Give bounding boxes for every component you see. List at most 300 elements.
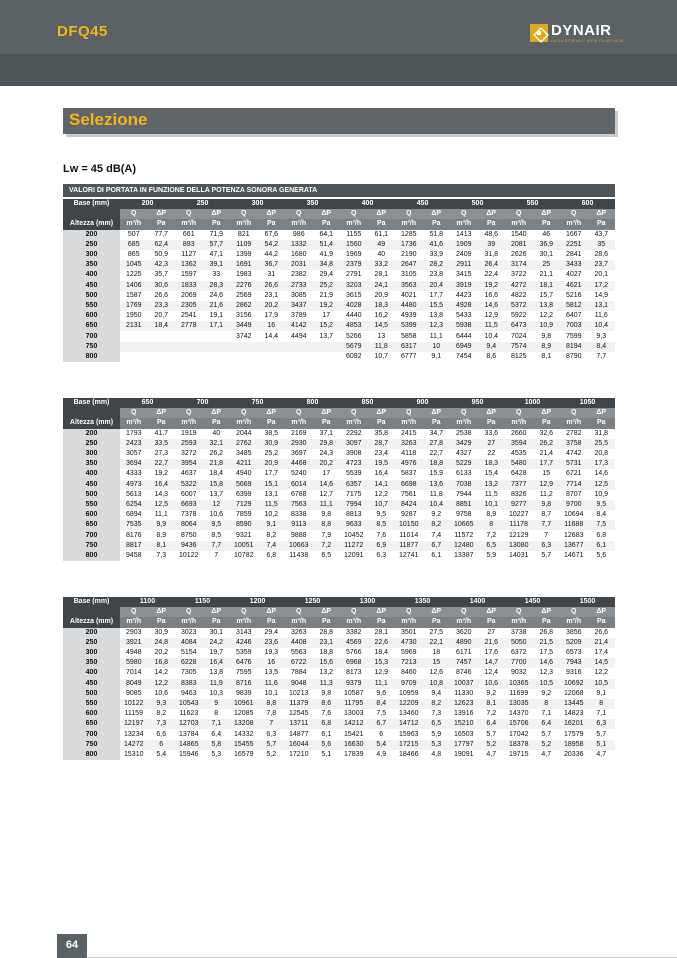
table-cell: 36,7: [258, 260, 286, 270]
header-band: [0, 54, 677, 86]
table-cell: 2782: [560, 429, 588, 439]
table-row: [63, 719, 615, 729]
altezza-value: 450: [63, 679, 120, 689]
table-cell: 4423: [450, 291, 478, 301]
table-cell: 25,2: [313, 281, 341, 291]
pressure-unit: Pa: [258, 418, 286, 428]
table-cell: 3174: [505, 260, 533, 270]
table-cell: 9316: [560, 668, 588, 678]
flow-unit: m³/h: [120, 418, 148, 428]
table-cell: 30,1: [203, 628, 231, 638]
table-cell: 7129: [230, 500, 258, 510]
flow-header: Q: [120, 209, 148, 219]
table-cell: 14370: [505, 709, 533, 719]
table-cell: 31,8: [478, 250, 506, 260]
table-cell: 5980: [120, 658, 148, 668]
table-cell: 5154: [175, 648, 203, 658]
table-cell: 36,9: [533, 240, 561, 250]
table-cell: 7,2: [313, 541, 341, 551]
table-cell: 1285: [395, 230, 423, 240]
table-cell: 40: [368, 250, 396, 260]
table-cell: 9379: [340, 679, 368, 689]
table-cell: 4569: [340, 638, 368, 648]
table-cell: 6,3: [588, 719, 616, 729]
table-row: [63, 230, 615, 240]
table-cell: [120, 331, 148, 341]
table-cell: 24,3: [313, 449, 341, 459]
pressure-header: ΔP: [148, 209, 176, 219]
table-cell: 12,2: [533, 311, 561, 321]
table-cell: 61,1: [368, 230, 396, 240]
table-cell: 6444: [450, 331, 478, 341]
table-cell: 4,7: [588, 750, 616, 760]
altezza-value: 750: [63, 541, 120, 551]
table-cell: 11877: [395, 541, 423, 551]
table-cell: [230, 352, 258, 362]
table-cell: 4535: [505, 449, 533, 459]
table-cell: 32,1: [203, 439, 231, 449]
table-cell: 8: [478, 520, 506, 530]
table-cell: 35,8: [368, 429, 396, 439]
table-cell: [203, 352, 231, 362]
table-cell: 12,7: [313, 490, 341, 500]
table-cell: 29,4: [313, 270, 341, 280]
table-cell: 9113: [285, 520, 313, 530]
table-cell: 4440: [340, 311, 368, 321]
table-cell: 6,8: [588, 530, 616, 540]
pressure-header: ΔP: [258, 408, 286, 418]
table-cell: 21,1: [533, 270, 561, 280]
table-cell: 9,1: [258, 520, 286, 530]
table-cell: 10: [423, 342, 451, 352]
table-cell: 2541: [175, 311, 203, 321]
altezza-value: 200: [63, 230, 120, 240]
table-cell: 7,9: [313, 530, 341, 540]
table-cell: 11572: [450, 530, 478, 540]
table-cell: 23,1: [258, 291, 286, 301]
table-cell: 15455: [230, 740, 258, 750]
table-cell: 5,1: [588, 740, 616, 750]
pressure-header: ΔP: [258, 209, 286, 219]
table-cell: 2791: [340, 270, 368, 280]
table-cell: 5,7: [533, 551, 561, 561]
table-cell: 28,2: [423, 260, 451, 270]
table-cell: 13,7: [313, 331, 341, 341]
table-cell: 4822: [505, 291, 533, 301]
pressure-header: ΔP: [478, 607, 506, 617]
table-row: [63, 679, 615, 689]
table-cell: 6,3: [533, 541, 561, 551]
table-row: [63, 459, 615, 469]
table-row: [63, 750, 615, 760]
table-cell: 30,1: [533, 250, 561, 260]
altezza-label: Altezza (mm): [63, 418, 120, 428]
table-cell: 5,9: [423, 729, 451, 739]
flow-unit: m³/h: [395, 219, 423, 229]
table-cell: 12209: [395, 699, 423, 709]
table-cell: 4940: [230, 469, 258, 479]
table-cell: 14,3: [148, 490, 176, 500]
table-cell: 17,4: [588, 648, 616, 658]
table-cell: 17215: [395, 740, 423, 750]
table-cell: 8176: [120, 530, 148, 540]
table-cell: 50,9: [148, 250, 176, 260]
table-cell: 8590: [230, 520, 258, 530]
table-cell: 9277: [505, 500, 533, 510]
table-cell: 10663: [285, 541, 313, 551]
table-cell: 19,7: [203, 648, 231, 658]
table-cell: 3449: [230, 321, 258, 331]
altezza-value: 500: [63, 689, 120, 699]
table-cell: 26,2: [203, 449, 231, 459]
table-cell: 5,9: [478, 551, 506, 561]
table-cell: 6014: [285, 480, 313, 490]
table-cell: 21,4: [588, 638, 616, 648]
table-cell: 8,4: [588, 342, 616, 352]
base-value: 1050: [560, 398, 615, 408]
table-cell: 8125: [505, 352, 533, 362]
table-cell: 13080: [505, 541, 533, 551]
table-cell: 18,4: [203, 469, 231, 479]
table-cell: 9463: [175, 689, 203, 699]
table-cell: 22,7: [423, 449, 451, 459]
base-value: 450: [395, 199, 450, 209]
table-cell: 9048: [285, 679, 313, 689]
flow-header: Q: [560, 607, 588, 617]
table-cell: 37,1: [313, 429, 341, 439]
table-cell: 6,9: [368, 541, 396, 551]
base-value: 1400: [450, 597, 505, 607]
table-cell: 6171: [450, 648, 478, 658]
altezza-value: 450: [63, 480, 120, 490]
table-cell: 10587: [340, 689, 368, 699]
table-row: [63, 311, 615, 321]
table-cell: 8,5: [368, 520, 396, 530]
table-cell: 11,9: [203, 679, 231, 689]
table-cell: 10,3: [203, 689, 231, 699]
table-cell: 17,5: [533, 648, 561, 658]
table-cell: 8790: [560, 352, 588, 362]
table-cell: [285, 342, 313, 352]
table-cell: 8173: [340, 668, 368, 678]
table-cell: 9,8: [533, 500, 561, 510]
table-cell: 1406: [120, 281, 148, 291]
pressure-unit: Pa: [478, 418, 506, 428]
table-cell: 17: [313, 469, 341, 479]
table-cell: 7859: [230, 510, 258, 520]
table-cell: [175, 342, 203, 352]
header-row-quantity: [63, 408, 615, 418]
table-cell: 33,5: [148, 439, 176, 449]
base-value: 750: [230, 398, 285, 408]
table-cell: 3501: [395, 628, 423, 638]
table-cell: 6,7: [423, 541, 451, 551]
table-cell: 10,4: [478, 331, 506, 341]
table-cell: 6,1: [313, 729, 341, 739]
flow-unit: m³/h: [285, 219, 313, 229]
base-value: 550: [505, 199, 560, 209]
pressure-unit: Pa: [203, 617, 231, 627]
table-cell: 2647: [395, 260, 423, 270]
table-cell: 7003: [560, 321, 588, 331]
table-cell: 3415: [450, 270, 478, 280]
table-row: [63, 648, 615, 658]
table-cell: 13,2: [478, 480, 506, 490]
table-cell: 9,5: [203, 520, 231, 530]
table-cell: 17,3: [588, 459, 616, 469]
table-cell: 18: [423, 648, 451, 658]
table-cell: [175, 331, 203, 341]
flow-header: Q: [175, 408, 203, 418]
header-row-units: [63, 617, 615, 627]
table-cell: 3908: [340, 449, 368, 459]
table-cell: 12,2: [588, 668, 616, 678]
table-cell: 10,7: [368, 352, 396, 362]
table-cell: 15,9: [423, 469, 451, 479]
table-row: [63, 530, 615, 540]
table-cell: 1769: [120, 301, 148, 311]
pressure-unit: Pa: [258, 219, 286, 229]
flow-header: Q: [340, 209, 368, 219]
flow-unit: m³/h: [340, 418, 368, 428]
table-cell: 8,2: [258, 530, 286, 540]
table-cell: 51,8: [423, 230, 451, 240]
table-cell: 9,8: [313, 510, 341, 520]
table-cell: 5922: [505, 311, 533, 321]
table-cell: 5,7: [478, 729, 506, 739]
pressure-header: ΔP: [588, 209, 616, 219]
table-cell: 21,6: [478, 638, 506, 648]
table-cell: 3263: [395, 439, 423, 449]
altezza-value: 550: [63, 500, 120, 510]
table-cell: 8064: [175, 520, 203, 530]
table-cell: 6,5: [313, 551, 341, 561]
table-row: [63, 668, 615, 678]
table-cell: 44,2: [258, 250, 286, 260]
table-row: [63, 449, 615, 459]
table-cell: 31,8: [588, 429, 616, 439]
flow-unit: m³/h: [450, 418, 478, 428]
table-cell: 7454: [450, 352, 478, 362]
table-cell: 5938: [450, 321, 478, 331]
table-cell: 7,1: [533, 709, 561, 719]
table-cell: 12,3: [423, 321, 451, 331]
table-cell: 5,8: [203, 740, 231, 750]
table-cell: 5,6: [588, 551, 616, 561]
table-cell: 21,9: [313, 291, 341, 301]
table-cell: 7014: [120, 668, 148, 678]
table-cell: 2382: [285, 270, 313, 280]
table-cell: 14877: [285, 729, 313, 739]
base-value: 1200: [230, 597, 285, 607]
table-cell: 4468: [285, 459, 313, 469]
table-cell: 17797: [450, 740, 478, 750]
table-row: [63, 638, 615, 648]
table-cell: 49: [368, 240, 396, 250]
table-cell: 13445: [560, 699, 588, 709]
table-cell: 15,7: [533, 291, 561, 301]
table-cell: 1225: [120, 270, 148, 280]
table-cell: 821: [230, 230, 258, 240]
table-cell: 26,6: [148, 291, 176, 301]
table-cell: 4246: [230, 638, 258, 648]
table-cell: 16: [258, 658, 286, 668]
table-cell: 2169: [285, 429, 313, 439]
table-cell: 42,3: [148, 260, 176, 270]
table-cell: 2903: [120, 628, 148, 638]
table-cell: 4928: [450, 301, 478, 311]
table-cell: 5372: [505, 301, 533, 311]
pressure-header: ΔP: [203, 408, 231, 418]
table-cell: 20,9: [368, 291, 396, 301]
table-cell: 13,7: [203, 490, 231, 500]
table-cell: [120, 352, 148, 362]
table-cell: 5969: [395, 648, 423, 658]
table-cell: 7,6: [368, 530, 396, 540]
table-cell: 7038: [450, 480, 478, 490]
pressure-header: ΔP: [533, 607, 561, 617]
table-cell: 5858: [395, 331, 423, 341]
table-cell: 12085: [230, 709, 258, 719]
table-cell: 5679: [340, 342, 368, 352]
table-cell: 3143: [230, 628, 258, 638]
table-cell: 1950: [120, 311, 148, 321]
table-cell: 13234: [120, 729, 148, 739]
table-cell: 21,4: [533, 449, 561, 459]
table-cell: 11,1: [313, 500, 341, 510]
altezza-value: 400: [63, 469, 120, 479]
table-cell: 12683: [560, 530, 588, 540]
table-cell: 6,5: [478, 541, 506, 551]
table-cell: 5,2: [478, 740, 506, 750]
pressure-unit: Pa: [588, 617, 616, 627]
table-cell: 1680: [285, 250, 313, 260]
flow-header: Q: [175, 209, 203, 219]
table-cell: 43,7: [588, 230, 616, 240]
table-cell: 18,8: [423, 459, 451, 469]
table-cell: 19,3: [258, 648, 286, 658]
table-cell: 11,1: [148, 510, 176, 520]
base-value: 600: [560, 199, 615, 209]
section-title: Selezione: [69, 110, 148, 129]
table-cell: 10,5: [588, 679, 616, 689]
table-cell: 6968: [340, 658, 368, 668]
table-cell: [203, 342, 231, 352]
table-cell: 6,4: [478, 719, 506, 729]
pressure-header: ΔP: [588, 607, 616, 617]
pressure-unit: Pa: [533, 418, 561, 428]
flow-header: Q: [450, 209, 478, 219]
pressure-header: ΔP: [478, 209, 506, 219]
table-cell: 23,8: [423, 270, 451, 280]
table-cell: 39: [478, 240, 506, 250]
table-cell: 7377: [505, 480, 533, 490]
table-cell: 24,2: [203, 638, 231, 648]
table-cell: 27: [478, 439, 506, 449]
table-cell: 26,6: [258, 281, 286, 291]
table-cell: 19,2: [478, 281, 506, 291]
table-cell: 11,5: [258, 500, 286, 510]
table-cell: 5613: [120, 490, 148, 500]
table-cell: 3485: [230, 449, 258, 459]
table-cell: 10037: [450, 679, 478, 689]
table-cell: 1597: [175, 270, 203, 280]
table-cell: 13035: [505, 699, 533, 709]
table-cell: 7,2: [478, 530, 506, 540]
table-cell: 2862: [230, 301, 258, 311]
altezza-value: 550: [63, 301, 120, 311]
table-cell: 34,8: [313, 260, 341, 270]
table-cell: 17,9: [258, 311, 286, 321]
table-cell: 41,9: [313, 250, 341, 260]
table-cell: 12197: [120, 719, 148, 729]
table-cell: 9700: [560, 500, 588, 510]
table-cell: 1109: [230, 240, 258, 250]
table-cell: 6722: [285, 658, 313, 668]
table-cell: 6254: [120, 500, 148, 510]
table-cell: 24,6: [203, 291, 231, 301]
table-row: [63, 331, 615, 341]
table-cell: 7943: [560, 658, 588, 668]
flow-unit: m³/h: [120, 219, 148, 229]
table-cell: 4,7: [478, 750, 506, 760]
table-cell: 4272: [505, 281, 533, 291]
altezza-value: 300: [63, 449, 120, 459]
table-cell: 3738: [505, 628, 533, 638]
flow-header: Q: [505, 408, 533, 418]
altezza-value: 600: [63, 709, 120, 719]
table-cell: 12,9: [533, 480, 561, 490]
table-cell: 13,1: [588, 301, 616, 311]
pressure-unit: Pa: [533, 617, 561, 627]
table-cell: 8,2: [423, 699, 451, 709]
base-value: 1100: [120, 597, 175, 607]
flow-header: Q: [230, 209, 258, 219]
table-cell: 5480: [505, 459, 533, 469]
table-cell: 5399: [395, 321, 423, 331]
table-cell: 29,4: [258, 628, 286, 638]
table-cell: 9,9: [148, 520, 176, 530]
table-cell: 5,3: [423, 740, 451, 750]
table-cell: 47,1: [203, 250, 231, 260]
logo-mark-icon: [530, 24, 548, 42]
table-cell: 9709: [395, 679, 423, 689]
table-cell: 6573: [560, 648, 588, 658]
table-cell: 3429: [450, 439, 478, 449]
table-cell: 10694: [560, 510, 588, 520]
table-cell: 20,2: [258, 301, 286, 311]
table-cell: 10122: [175, 551, 203, 561]
table-cell: 5,4: [368, 740, 396, 750]
table-cell: 3742: [230, 331, 258, 341]
table-cell: 6,1: [423, 551, 451, 561]
table-cell: 16503: [450, 729, 478, 739]
table-cell: 6,5: [423, 719, 451, 729]
table-cell: 34,7: [423, 429, 451, 439]
table-cell: 7700: [505, 658, 533, 668]
table-cell: 19,2: [313, 301, 341, 311]
table-cell: 8194: [560, 342, 588, 352]
table-cell: 17,1: [203, 321, 231, 331]
table-cell: 2044: [230, 429, 258, 439]
flow-header: Q: [395, 209, 423, 219]
table-cell: 8,1: [533, 352, 561, 362]
table-cell: 8746: [450, 668, 478, 678]
table-cell: [148, 331, 176, 341]
table-cell: 26,6: [588, 628, 616, 638]
table-cell: 4973: [120, 480, 148, 490]
table-cell: 14,9: [588, 291, 616, 301]
